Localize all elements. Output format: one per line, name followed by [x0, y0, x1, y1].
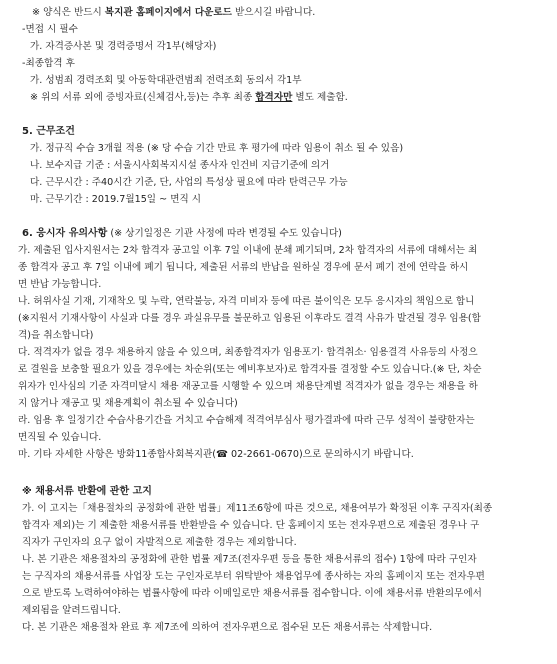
notice-text: ※ 양식은 반드시	[32, 7, 105, 18]
final-pass-doc-item: 가. 성범죄 경력조회 및 아동학대관련범죄 전력조회 동의서 각1부	[30, 75, 302, 86]
download-notice	[32, 6, 315, 19]
section-6-line: 가. 제출된 입사지원서는 2차 합격자 공고일 이후 7일 이내에 분쇄 폐기되며, 2차 합격자의 서류에 대해서는 최	[18, 245, 478, 256]
notice-underlined-text: 합격자만	[255, 92, 293, 103]
section-6-line: 위자가 인사심의 기준 자격미달시 채용 재공고를 시행할 수 있으며 채용단계별 적격자가 없을 경우는 채용을 하	[18, 381, 478, 392]
return-notice-line: 직자가 구인자의 요구 없이 자발적으로 제출한 경우는 제외합니다.	[22, 537, 297, 548]
return-notice-line: 제외됨을 알려드립니다.	[22, 605, 121, 616]
interview-required-label: -면접 시 필수	[22, 24, 78, 35]
section-6-line: (※지원서 기재사항이 사실과 다를 경우 과실유무를 불문하고 임용된 이후라도 결격 사유가 발견될 경우 임용(합	[18, 313, 481, 324]
section-5-item: 다. 근무시간 : 주40시간 기준, 단, 사업의 특성상 필요에 따라 탄력근무 가능	[30, 177, 348, 188]
notice-text: 받으시길 바랍니다.	[231, 7, 316, 18]
notice-text: 별도 제출함.	[292, 92, 348, 103]
section-6-line: 면직될 수 있습니다.	[18, 432, 102, 443]
section-6-line: 로 결원을 보충할 필요가 있을 경우에는 차순위(또는 예비후보자)로 합격자를 결정할 수도 있습니다.(※ 단, 차순	[18, 364, 482, 375]
interview-doc-item: 가. 자격증사본 및 경력증명서 각1부(해당자)	[30, 41, 217, 52]
notice-bold-text: 복지관 홈페이지에서 다운로드	[104, 7, 232, 18]
return-notice-line: 는 구직자의 채용서류를 사업장 도는 구인자로부터 위탁받아 채용업무에 종사하는 자의 홈페이지 또는 전자우편	[22, 571, 485, 582]
section-6-title: 6. 응시자 유의사항	[22, 228, 108, 239]
section-5-item: 나. 보수지급 기준 : 서울시사회복지시설 종사자 인건비 지급기준에 의거	[30, 160, 330, 171]
section-6-note: (※ 상기일정은 기관 사정에 따라 변경될 수도 있습니다)	[107, 228, 342, 239]
additional-docs-notice	[30, 91, 348, 104]
section-5-item: 마. 근무기간 : 2019.7월15일 ~ 면직 시	[30, 194, 202, 205]
section-6-line: 다. 적격자가 없을 경우 채용하지 않을 수 있으며, 최종합격자가 임용포기· 합격취소· 임용결격 사유등의 사정으	[18, 347, 478, 358]
return-notice-title: ※ 채용서류 반환에 관한 고지	[22, 486, 152, 497]
section-6-line: 나. 허위사실 기재, 기재착오 및 누락, 연락불능, 자격 미비자 등에 따른 불이익은 모두 응시자의 책임으로 합니	[18, 296, 475, 307]
notice-text: ※ 위의 서류 외에 증빙자료(신체검사,등)는 추후 최종	[30, 92, 256, 103]
section-5-item: 가. 정규직 수습 3개월 적용 (※ 당 수습 기간 만료 후 평가에 따라 임용이 취소 될 수 있음)	[30, 143, 404, 154]
section-6-line: 마. 기타 자세한 사항은 방화11종합사회복지관(☎ 02-2661-0670)으로 문의하시기 바랍니다.	[18, 449, 414, 460]
return-notice-line: 가. 이 고지는「채용절차의 공정화에 관한 법률」제11조6항에 따른 것으로, 채용여부가 확정된 이후 구직자(최종	[22, 503, 493, 514]
section-6-heading	[22, 227, 342, 240]
section-6-line: 격)을 취소합니다)	[18, 330, 94, 341]
section-6-line: 종 합격자 공고 후 7일 이내에 폐기 됩니다, 제출된 서류의 반납을 원하실 경우에 문서 폐기 전에 연락을 하시	[18, 262, 469, 273]
section-6-line: 지 않거나 재공고 및 채용계획이 취소될 수 있습니다)	[18, 398, 238, 409]
return-notice-line: 다. 본 기관은 채용절차 완료 후 제7조에 의하여 전자우편으로 접수된 모든 채용서류는 삭제합니다.	[22, 622, 433, 633]
final-pass-label: -최종합격 후	[22, 58, 75, 69]
section-6-line: 라. 임용 후 일정기간 수습사용기간을 거치고 수습해제 적격여부심사 평가결과에 따라 근무 성적이 불량한자는	[18, 415, 475, 426]
section-5-title: 5. 근무조건	[22, 126, 75, 137]
return-notice-line: 나. 본 기관은 채용절차의 공정화에 관한 법률 제7조(전자우편 등을 통한 채용서류의 접수) 1항에 따라 구인자	[22, 554, 477, 565]
section-6-line: 면 반납 가능합니다.	[18, 279, 102, 290]
return-notice-line: 합격자 제외)는 기 제출한 채용서류를 반환받을 수 있습니다. 단 홈페이지 또는 전자우편으로 제출된 경우나 구	[22, 520, 480, 531]
return-notice-line: 으로 받도록 노력하여야하는 법률사항에 따라 이메일로만 채용서류를 접수합니다. 이에 채용서류 반환의무에서	[22, 588, 482, 599]
